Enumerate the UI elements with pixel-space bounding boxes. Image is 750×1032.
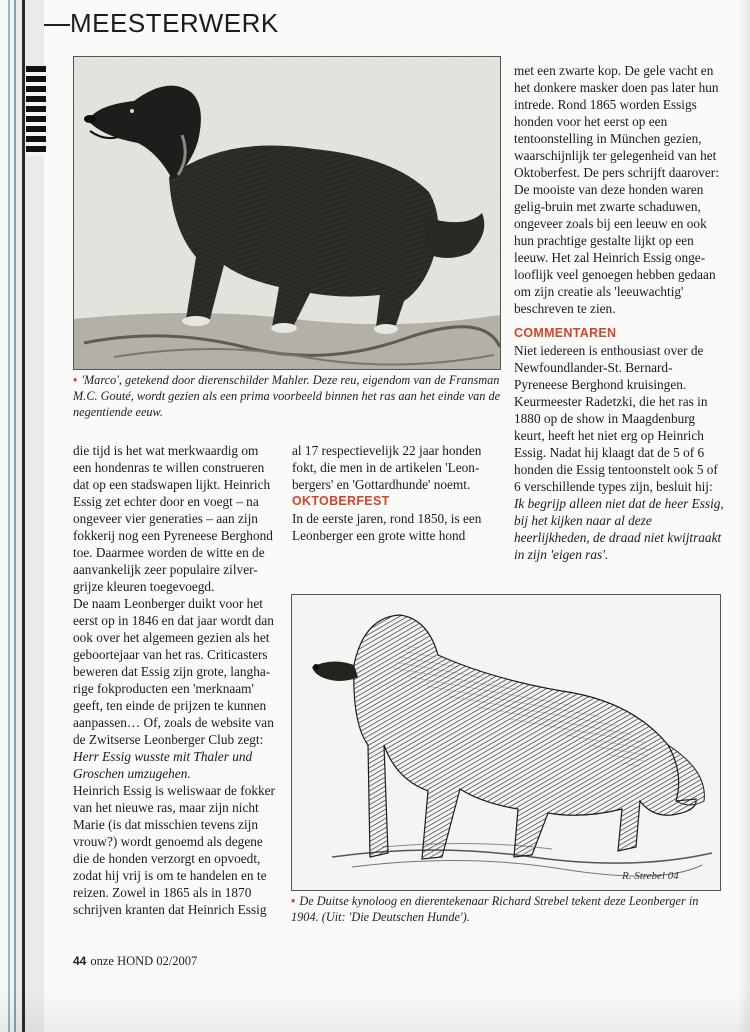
- col1-paragraph-2-text: De naam Leonberger duikt voor het eerst op in 1846 en dat jaar wordt dan ook over het algemeen gezien als het geboortejaar van het ras. Criticasters beweren dat Essig zijn grote, langha-rige fokproducten een 'merknaam' geeft, ten einde de prijzen te kunnen aanpassen… Of, zoals de website van de Zwitserse Leonberger Club zegt:: [73, 596, 274, 747]
- page-edge-shadow: [738, 0, 750, 1032]
- section-header: MEESTERWERK: [70, 8, 279, 38]
- bullet-icon: •: [291, 894, 296, 908]
- page-number: 44: [73, 954, 87, 968]
- subhead-commentaren: COMMENTAREN: [514, 326, 617, 340]
- col1-paragraph-2: [73, 595, 278, 782]
- col1-paragraph-1: die tijd is het wat merkwaardig om een hondenras te willen construeren dat op een stadswapen lijkt. Heinrich Essig zet echter door en voegt – na ongeveer vier generaties – aan zijn fokkerij nog een Pyreneese Berghond toe. Daarmee worden de witte en de aanvankelijk zeer populaire zilver-grijze kleuren toegevoegd.: [73, 443, 273, 594]
- col1-quote: Herr Essig wusste mit Thaler und Groschen umzugehen.: [73, 749, 253, 781]
- artist-signature: R. Strebel 04: [622, 870, 679, 882]
- photo1-caption: [73, 372, 503, 420]
- column-2: [292, 442, 492, 544]
- col3-paragraph-2: [514, 342, 726, 563]
- header-rule: [44, 24, 70, 26]
- col3-quote: Ik begrijp alleen niet dat de heer Essig, bij het kijken naar al deze heerlijkheden, de draad niet kwijtraakt in zijn 'eigen ras'.: [514, 496, 724, 562]
- page-footer: [73, 954, 197, 969]
- col3-paragraph-1: met een zwarte kop. De gele vacht en het donkere masker doen pas later hun intrede. Rond 1865 worden Essigs honden voor het eerst op een tentoonstelling in München gezien, waarschijnlijk ter gelegenheid van het Oktoberfest. De pers schrijft daarover: De mooiste van deze honden waren gelig-bruin met zwarte schaduwen, ongeveer zoals bij een leeuw en ook hun prachtige gestalte lijkt op een leeuw. Het zal Heinrich Essig onge-looflijk veel genoegen hebben gedaan om zijn creatie als 'leeuwachtig' beschreven te zien.: [514, 63, 719, 316]
- dog-drawing-strebel: [291, 594, 721, 891]
- column-1: [73, 442, 278, 918]
- column-3: [514, 62, 726, 563]
- dog-engraving-marco: [73, 56, 501, 370]
- page-bottom-shadow: [0, 990, 750, 1032]
- col3-paragraph-2-text: Niet iedereen is enthousiast over de Newfoundlander-St. Bernard-Pyreneese Berghond kruisingen. Keurmeester Radetzki, die het ras in 1880 op de show in Maagdenburg keurt, heeft het niet erg op Heinrich Essig. Nadat hij klaagt dat de 5 of 6 honden die Essig tentoonstelt ook 5 of 6 verschillende types zijn, besluit hij:: [514, 343, 718, 494]
- photo1-caption-text: 'Marco', getekend door dierenschilder Mahler. Deze reu, eigendom van de Fransman M.C. Gouté, wordt gezien als een prima voorbeeld binnen het ras aan het einde van de negentiende eeuw.: [73, 373, 501, 419]
- col2-paragraph-2: In de eerste jaren, rond 1850, is een Leonberger een grote witte hond: [292, 511, 482, 543]
- bullet-icon: •: [73, 373, 78, 387]
- subhead-oktoberfest: OKTOBERFEST: [292, 494, 390, 508]
- page-edge-tabs: [26, 66, 46, 156]
- col2-paragraph-1: al 17 respectievelijk 22 jaar honden fokt, die men in de artikelen 'Leon-bergers' en 'Gottardhunde' noemt.: [292, 443, 482, 492]
- strebel-illustration: [292, 595, 720, 890]
- marco-illustration: [74, 57, 500, 369]
- col1-paragraph-3: Heinrich Essig is weliswaar de fokker van het nieuwe ras, maar zijn nicht Marie (is dat misschien tevens zijn vrouw?) wordt genoemd als degene die de honden verzorgt en opvoedt, zodat hij vrij is om te handelen en te reizen. Zowel in 1865 als in 1870 schrijven kranten dat Heinrich Essig: [73, 783, 275, 917]
- photo2-caption: [291, 893, 721, 925]
- magazine-issue: onze HOND 02/2007: [90, 954, 198, 968]
- photo2-caption-text: De Duitse kynoloog en dierentekenaar Richard Strebel tekent deze Leonberger in 1904. (Uit: 'Die Deutschen Hunde').: [291, 894, 699, 924]
